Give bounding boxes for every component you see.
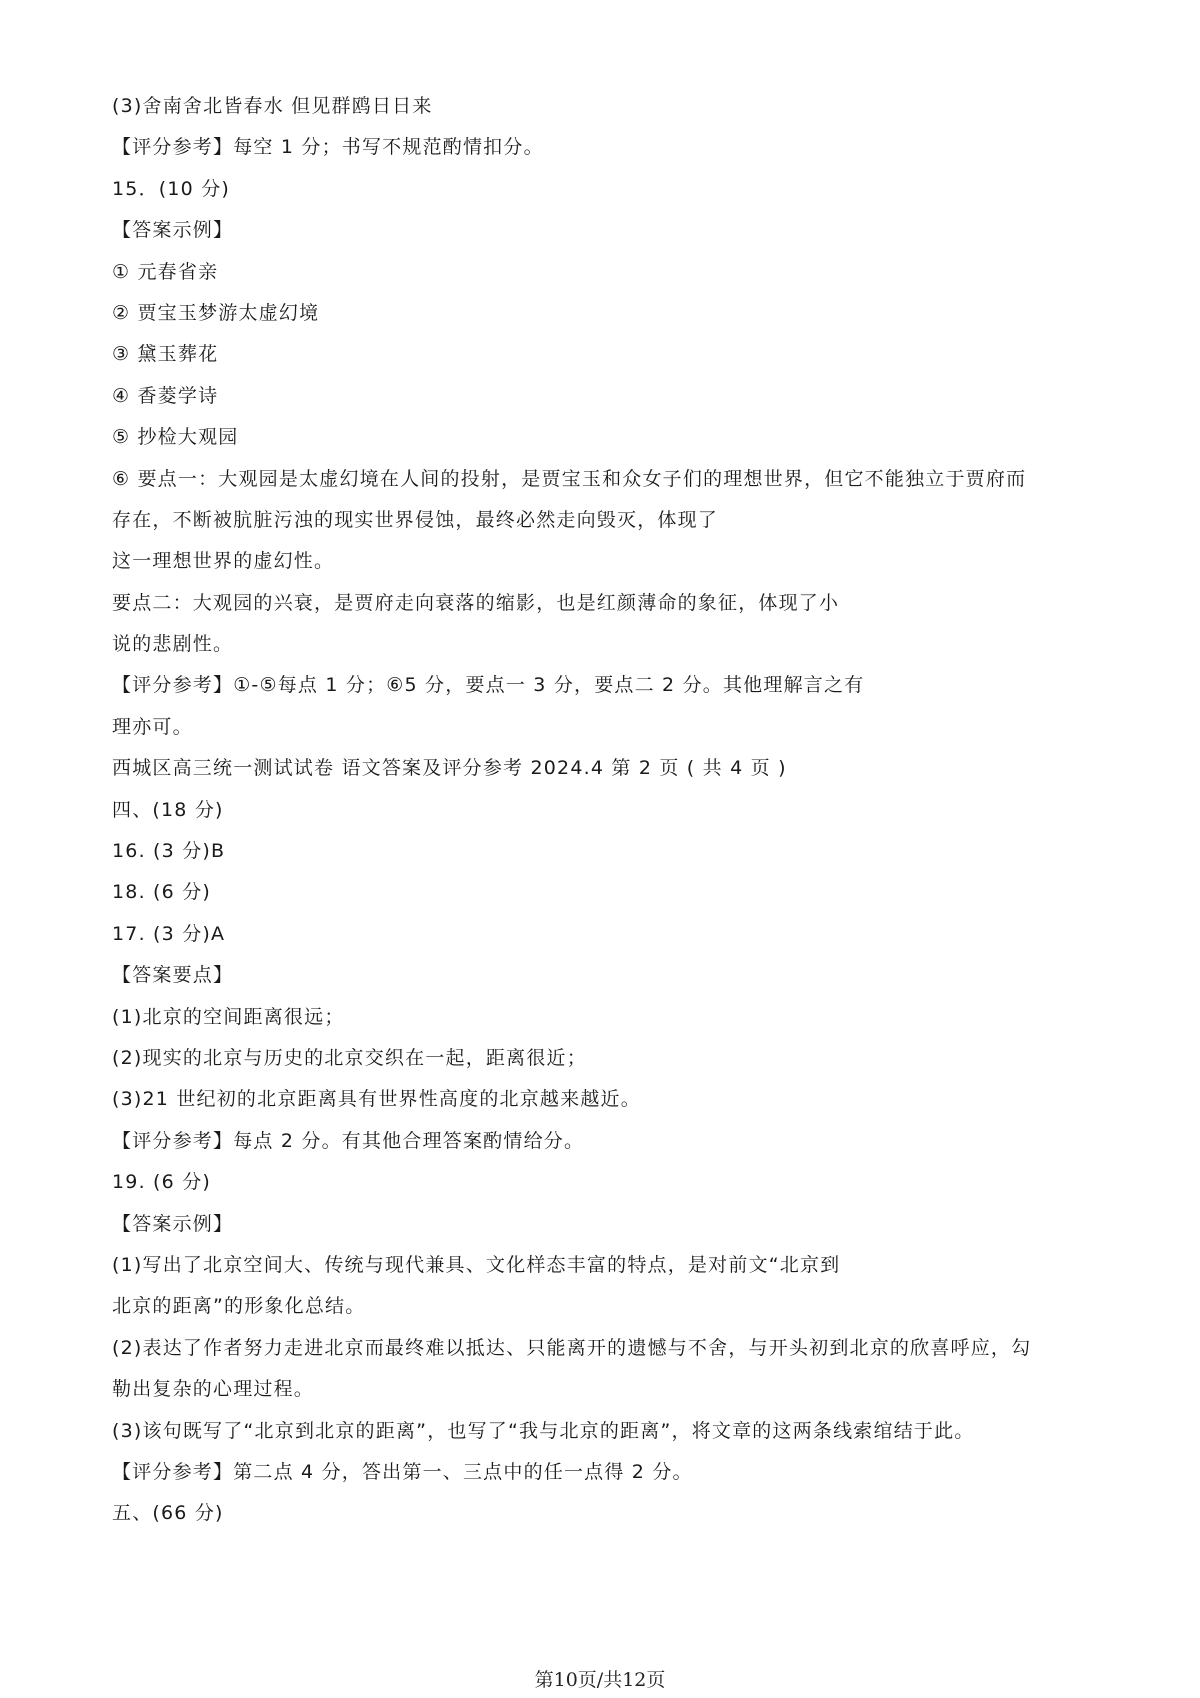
text-line: 存在，不断被肮脏污浊的现实世界侵蚀，最终必然走向毁灭，体现了 [112, 508, 719, 531]
text-line: 【评分参考】第二点 4 分，答出第一、三点中的任一点得 2 分。 [112, 1460, 693, 1483]
question-heading: 18. (6 分) [112, 881, 212, 904]
question-heading: 16. (3 分)B [112, 840, 226, 863]
text-line: (3)舍南舍北皆春水 但见群鸥日日来 [112, 95, 433, 117]
list-item: ⑥ 要点一：大观园是太虚幻境在人间的投射，是贾宝玉和众女子们的理想世界，但它不能独立于贾府而 [112, 467, 1027, 490]
list-item: ② 贾宝玉梦游太虚幻境 [112, 301, 320, 324]
text-line: 理亦可。 [112, 715, 193, 738]
list-item: (2)现实的北京与历史的北京交织在一起，距离很近； [112, 1046, 587, 1069]
list-item: ⑤ 抄检大观园 [112, 426, 239, 449]
text-line: 北京的距离”的形象化总结。 [112, 1295, 366, 1318]
text-line: 勒出复杂的心理过程。 [112, 1378, 315, 1401]
section-label: 【答案示例】 [112, 1212, 234, 1235]
list-item: ③ 黛玉葬花 [112, 343, 219, 366]
question-heading: 15．(10 分) [112, 177, 231, 200]
text-line: 【评分参考】①-⑤每点 1 分；⑥5 分，要点一 3 分，要点二 2 分。其他理解言之有 [112, 674, 865, 697]
list-item: (3)该句既写了“北京到北京的距离”，也写了“我与北京的距离”，将文章的这两条线索绾结于此。 [112, 1419, 975, 1442]
list-item: (1)北京的空间距离很远； [112, 1005, 345, 1028]
text-line: 【评分参考】每空 1 分；书写不规范酌情扣分。 [112, 136, 544, 159]
text-line: 说的悲剧性。 [112, 633, 234, 656]
question-heading: 17. (3 分)A [112, 922, 226, 945]
text-line: 这一理想世界的虚幻性。 [112, 550, 335, 573]
section-label: 【答案要点】 [112, 964, 234, 987]
list-item: (3)21 世纪初的北京距离具有世界性高度的北京越来越近。 [112, 1088, 641, 1111]
document-body [112, 92, 1112, 1541]
question-heading: 19. (6 分) [112, 1171, 212, 1194]
section-label: 【答案示例】 [112, 219, 234, 242]
list-item: (2)表达了作者努力走进北京而最终难以抵达、只能离开的遗憾与不舍，与开头初到北京的欣喜呼应，勾 [112, 1336, 1032, 1359]
page-footer: 第10页/共12页 [534, 1669, 666, 1691]
list-item: ① 元春省亲 [112, 260, 219, 283]
list-item: (1)写出了北京空间大、传统与现代兼具、文化样态丰富的特点，是对前文“北京到 [112, 1253, 841, 1276]
section-heading: 五、(66 分) [112, 1502, 224, 1525]
section-heading: 四、(18 分) [112, 798, 224, 821]
list-item: ④ 香菱学诗 [112, 384, 219, 407]
text-line: 【评分参考】每点 2 分。有其他合理答案酌情给分。 [112, 1129, 585, 1152]
page-note: 西城区高三统一测试试卷 语文答案及评分参考 2024.4 第 2 页 ( 共 4 页 ) [112, 757, 787, 780]
text-line: 要点二：大观园的兴衰，是贾府走向衰落的缩影，也是红颜薄命的象征，体现了小 [112, 591, 840, 614]
